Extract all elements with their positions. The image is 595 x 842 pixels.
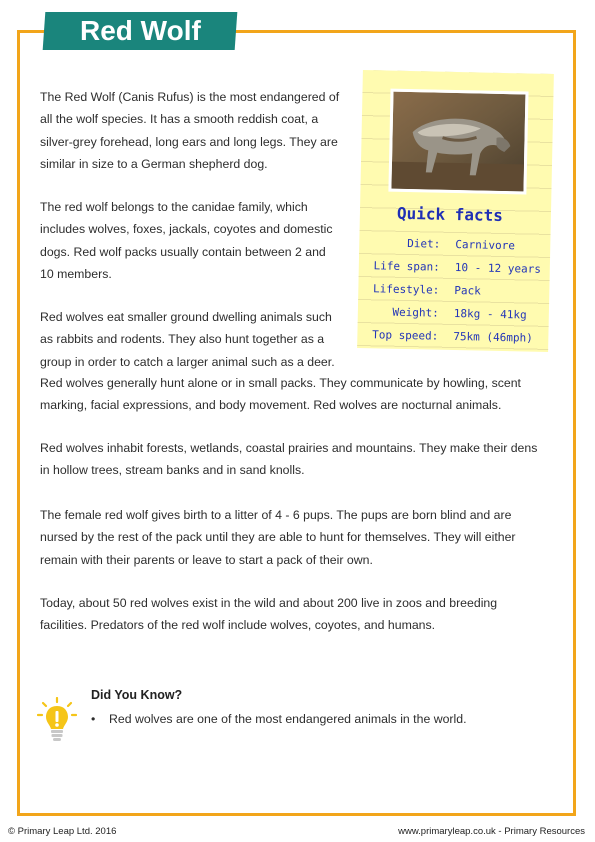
fact-row-top-speed (358, 328, 549, 345)
red-wolf-photo (388, 89, 528, 195)
fact-value: 18kg - 41kg (453, 306, 527, 322)
paragraph-population: Today, about 50 red wolves exist in the wild and about 200 live in zoos and breeding facilities. Predators of the red wolf include wolves, coyotes, and humans. (40, 596, 498, 633)
quick-facts-heading: Quick facts (396, 203, 504, 225)
fact-label: Top speed: (372, 328, 439, 343)
did-you-know-text: Red wolves are one of the most endangered animals in the world. (109, 712, 467, 726)
fact-row-lifestyle (358, 282, 549, 298)
paragraph-habitat: Red wolves inhabit forests, wetlands, coastal prairies and mountains. They make their dens in hollow trees, stream banks and in sand knolls. (40, 441, 538, 478)
lightbulb-icon (37, 697, 77, 743)
title-banner (43, 12, 238, 50)
paragraph-intro: The Red Wolf (Canis Rufus) is the most endangered of all the wolf species. It has a smooth reddish coat, a silver-grey forehead, long ears and long legs. They are similar in size to a German shepherd dog. (40, 90, 340, 171)
fact-row-diet (359, 236, 550, 253)
footer-website: www.primaryleap.co.uk - Primary Resources (398, 826, 585, 837)
fact-value: Carnivore (455, 238, 516, 253)
fact-row-weight (358, 305, 549, 322)
fact-value: Pack (454, 283, 481, 298)
paragraph-family: The red wolf belongs to the canidae family, which includes wolves, foxes, jackals, coyotes and domestic dogs. Red wolf packs usually contain between 2 and 10 members. (40, 200, 333, 281)
fact-label: Life span: (373, 259, 440, 274)
paragraph-diet: Red wolves eat smaller ground dwelling animals such as rabbits and rodents. They also hunt together as a group in order to catch a larger animal such as a deer. (40, 310, 335, 369)
did-you-know-heading: Did You Know? (91, 688, 183, 702)
paragraph-breeding: The female red wolf gives birth to a litter of 4 - 6 pups. The pups are born blind and are nursed by the rest of the pack until they are able to hunt for themselves. They will either remain with their parents or leave to start a pack of their own. (40, 508, 516, 567)
fact-value: 75km (46mph) (453, 329, 533, 345)
quick-facts-note (357, 70, 554, 352)
paragraph-hunting: Red wolves generally hunt alone or in small packs. They communicate by howling, scent marking, facial expressions, and body movement. Red wolves are nocturnal animals. (40, 376, 521, 413)
bullet-marker: • (91, 712, 96, 726)
footer-copyright: © Primary Leap Ltd. 2016 (8, 826, 117, 837)
fact-label: Weight: (392, 305, 439, 320)
fact-row-lifespan (359, 259, 550, 276)
wolf-image (391, 92, 525, 192)
page-title: Red Wolf (79, 15, 201, 46)
fact-value: 10 - 12 years (454, 260, 542, 276)
did-you-know-item (91, 708, 467, 730)
fact-label: Lifestyle: (372, 282, 440, 297)
fact-label: Diet: (407, 236, 441, 251)
